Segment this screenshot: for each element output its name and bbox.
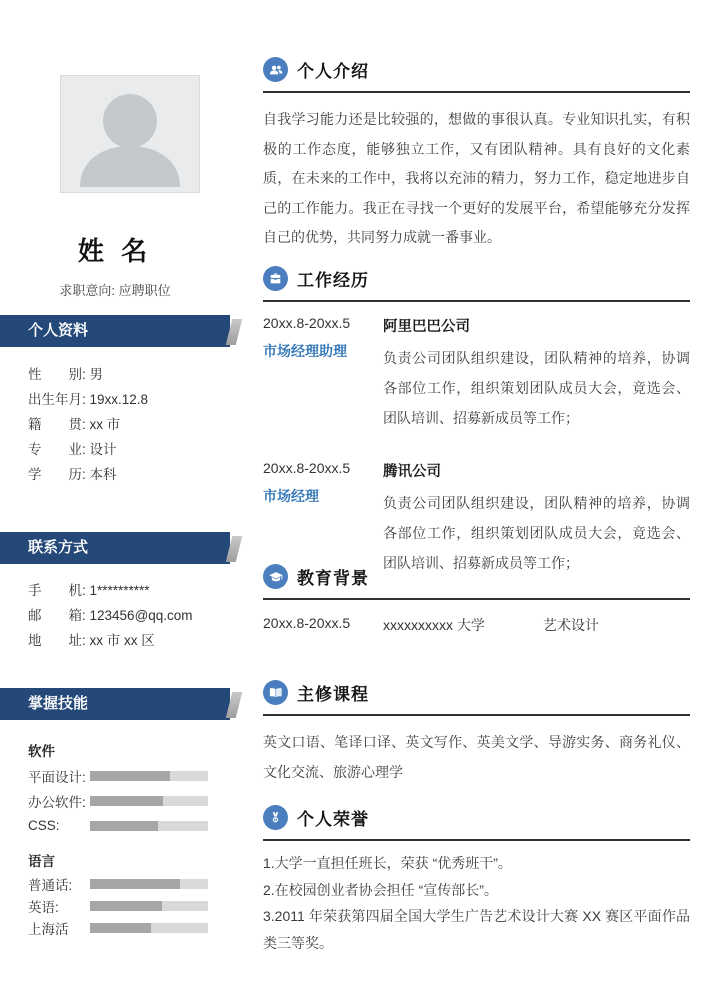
skill-label: 普通话: xyxy=(28,878,73,893)
graduation-cap-icon xyxy=(263,564,288,589)
skill-bar-fill xyxy=(90,796,163,806)
skill-label: 平面设计: xyxy=(28,769,86,785)
skill-bar-fill xyxy=(90,879,180,889)
section-work-header xyxy=(263,266,690,302)
honors-list xyxy=(263,850,690,956)
field-label: 出生年月: xyxy=(28,392,90,407)
sidebar-header-profile xyxy=(0,315,230,347)
work-description: 负责公司团队组织建设，团队精神的培养，协调各部位工作，组织策划团队成员大会，竟选会、团队培训、招募新成员等工作； xyxy=(383,350,690,426)
field-value: 123456@qq.com xyxy=(89,608,193,623)
field-value: xx 市 xx 区 xyxy=(89,633,155,648)
section-courses xyxy=(263,680,690,787)
skill-row xyxy=(28,917,214,939)
work-entry-right xyxy=(383,460,690,578)
ribbon-fold xyxy=(226,536,242,562)
sidebar-header-contact-label: 联系方式 xyxy=(28,539,89,556)
contact-row xyxy=(28,578,218,603)
open-book-icon xyxy=(263,680,288,705)
skill-bar xyxy=(90,879,208,889)
skill-label: 英语: xyxy=(28,900,59,915)
section-intro-header xyxy=(263,57,690,93)
field-label: 邮 箱: xyxy=(28,608,90,623)
main-content xyxy=(263,0,690,998)
work-entry-right xyxy=(383,315,690,433)
profile-rows xyxy=(28,362,218,487)
skill-group-title: 软件 xyxy=(28,744,55,759)
briefcase-icon xyxy=(263,266,288,291)
profile-row xyxy=(28,412,218,437)
honor-item: 3.2011 年荣获第四届全国大学生广告艺术设计大赛 XX 赛区平面作品类三等奖。 xyxy=(263,908,690,951)
skill-row xyxy=(28,763,214,788)
profile-row xyxy=(28,462,218,487)
section-title: 主修课程 xyxy=(297,685,369,704)
work-job-title: 市场经理助理 xyxy=(263,343,347,359)
ribbon-fold xyxy=(226,692,242,718)
field-value: xx 市 xyxy=(89,417,121,432)
section-title: 个人荣誉 xyxy=(297,810,369,829)
section-work xyxy=(263,266,690,578)
work-job-title: 市场经理 xyxy=(263,488,319,504)
section-courses-header xyxy=(263,680,690,716)
skill-label: 办公软件: xyxy=(28,794,86,810)
skill-row xyxy=(28,813,214,838)
work-entry-left xyxy=(263,315,383,433)
skill-bar xyxy=(90,796,208,806)
candidate-name: 姓 名 xyxy=(77,236,153,266)
work-company: 阿里巴巴公司 xyxy=(383,319,470,335)
work-entry-left xyxy=(263,460,383,578)
field-value: 男 xyxy=(89,367,104,382)
ribbon-fold xyxy=(226,319,242,345)
work-description: 负责公司团队组织建设，团队精神的培养，协调各部位工作，组织策划团队成员大会，竟选会、团队培训、招募新成员等工作； xyxy=(383,495,690,571)
field-label: 地 址: xyxy=(28,633,90,648)
work-date: 20xx.8-20xx.5 xyxy=(263,315,351,331)
skills-software-group xyxy=(28,740,214,838)
profile-row xyxy=(28,387,218,412)
contact-row xyxy=(28,628,218,653)
education-date: 20xx.8-20xx.5 xyxy=(263,615,351,631)
contact-rows xyxy=(28,578,218,653)
section-title: 工作经历 xyxy=(297,271,369,290)
field-label: 专 业: xyxy=(28,442,90,457)
skill-bar xyxy=(90,821,208,831)
skill-row xyxy=(28,873,214,895)
intro-text: 自我学习能力还是比较强的，想做的事很认真。专业知识扎实，有积极的工作态度，能够独立工作，又有团队精神。具有良好的文化素质，在未来的工作中，我将以充沛的精力，努力工作，稳定地进步自己的工作能力。我正在寻找一个更好的发展平台，希望能够充分发挥自己的优势，共同努力成就一番事业。 xyxy=(263,111,690,245)
field-label: 性 别: xyxy=(28,367,90,382)
honor-item: 2.在校园创业者协会担任 “宣传部长”。 xyxy=(263,881,498,898)
education-school: xxxxxxxxxx 大学 xyxy=(383,617,485,633)
work-entry xyxy=(263,315,690,433)
skills-language-group xyxy=(28,850,214,939)
work-company: 腾讯公司 xyxy=(383,464,441,480)
profile-row xyxy=(28,362,218,387)
education-row xyxy=(263,615,690,635)
profile-row xyxy=(28,437,218,462)
sidebar xyxy=(0,0,230,998)
education-major: 艺术设计 xyxy=(543,617,599,633)
field-value: 1********** xyxy=(89,583,150,598)
honor-item: 1.大学一直担任班长，荣获 “优秀班干”。 xyxy=(263,855,512,871)
photo-placeholder xyxy=(60,75,200,193)
skill-bar-fill xyxy=(90,821,158,831)
section-honors xyxy=(263,805,690,956)
skill-bar-fill xyxy=(90,771,170,781)
courses-text: 英文口语、笔译口译、英文写作、英美文学、导游实务、商务礼仪、文化交流、旅游心理学 xyxy=(263,734,690,780)
skill-row xyxy=(28,895,214,917)
section-education-header xyxy=(263,564,690,600)
contact-row xyxy=(28,603,218,628)
field-value: 设计 xyxy=(89,442,117,457)
skill-bar xyxy=(90,901,208,911)
skill-bar xyxy=(90,771,208,781)
section-intro xyxy=(263,57,690,253)
skill-row xyxy=(28,788,214,813)
medal-icon xyxy=(263,805,288,830)
person-silhouette-icon xyxy=(69,87,191,192)
field-value: 19xx.12.8 xyxy=(89,392,149,407)
skill-bar xyxy=(90,923,208,933)
skill-group-title: 语言 xyxy=(28,854,55,869)
field-label: 学 历: xyxy=(28,467,90,482)
skill-label: CSS: xyxy=(28,818,60,833)
field-value: 本科 xyxy=(89,467,117,482)
skill-bar-fill xyxy=(90,923,151,933)
section-education xyxy=(263,564,690,635)
field-label: 手 机: xyxy=(28,583,90,598)
sidebar-header-contact xyxy=(0,532,230,564)
skill-label: 上海活 xyxy=(28,922,69,937)
work-entry xyxy=(263,460,690,578)
users-icon xyxy=(263,57,288,82)
skill-bar-fill xyxy=(90,901,162,911)
section-title: 个人介绍 xyxy=(297,62,369,81)
work-date: 20xx.8-20xx.5 xyxy=(263,460,351,476)
section-title: 教育背景 xyxy=(297,569,369,588)
sidebar-header-skills-label: 掌握技能 xyxy=(28,695,89,712)
sidebar-header-profile-label: 个人资料 xyxy=(28,322,89,339)
sidebar-header-skills xyxy=(0,688,230,720)
field-label: 籍 贯: xyxy=(28,417,90,432)
section-honors-header xyxy=(263,805,690,841)
job-intent: 求职意向: 应聘职位 xyxy=(59,283,171,298)
